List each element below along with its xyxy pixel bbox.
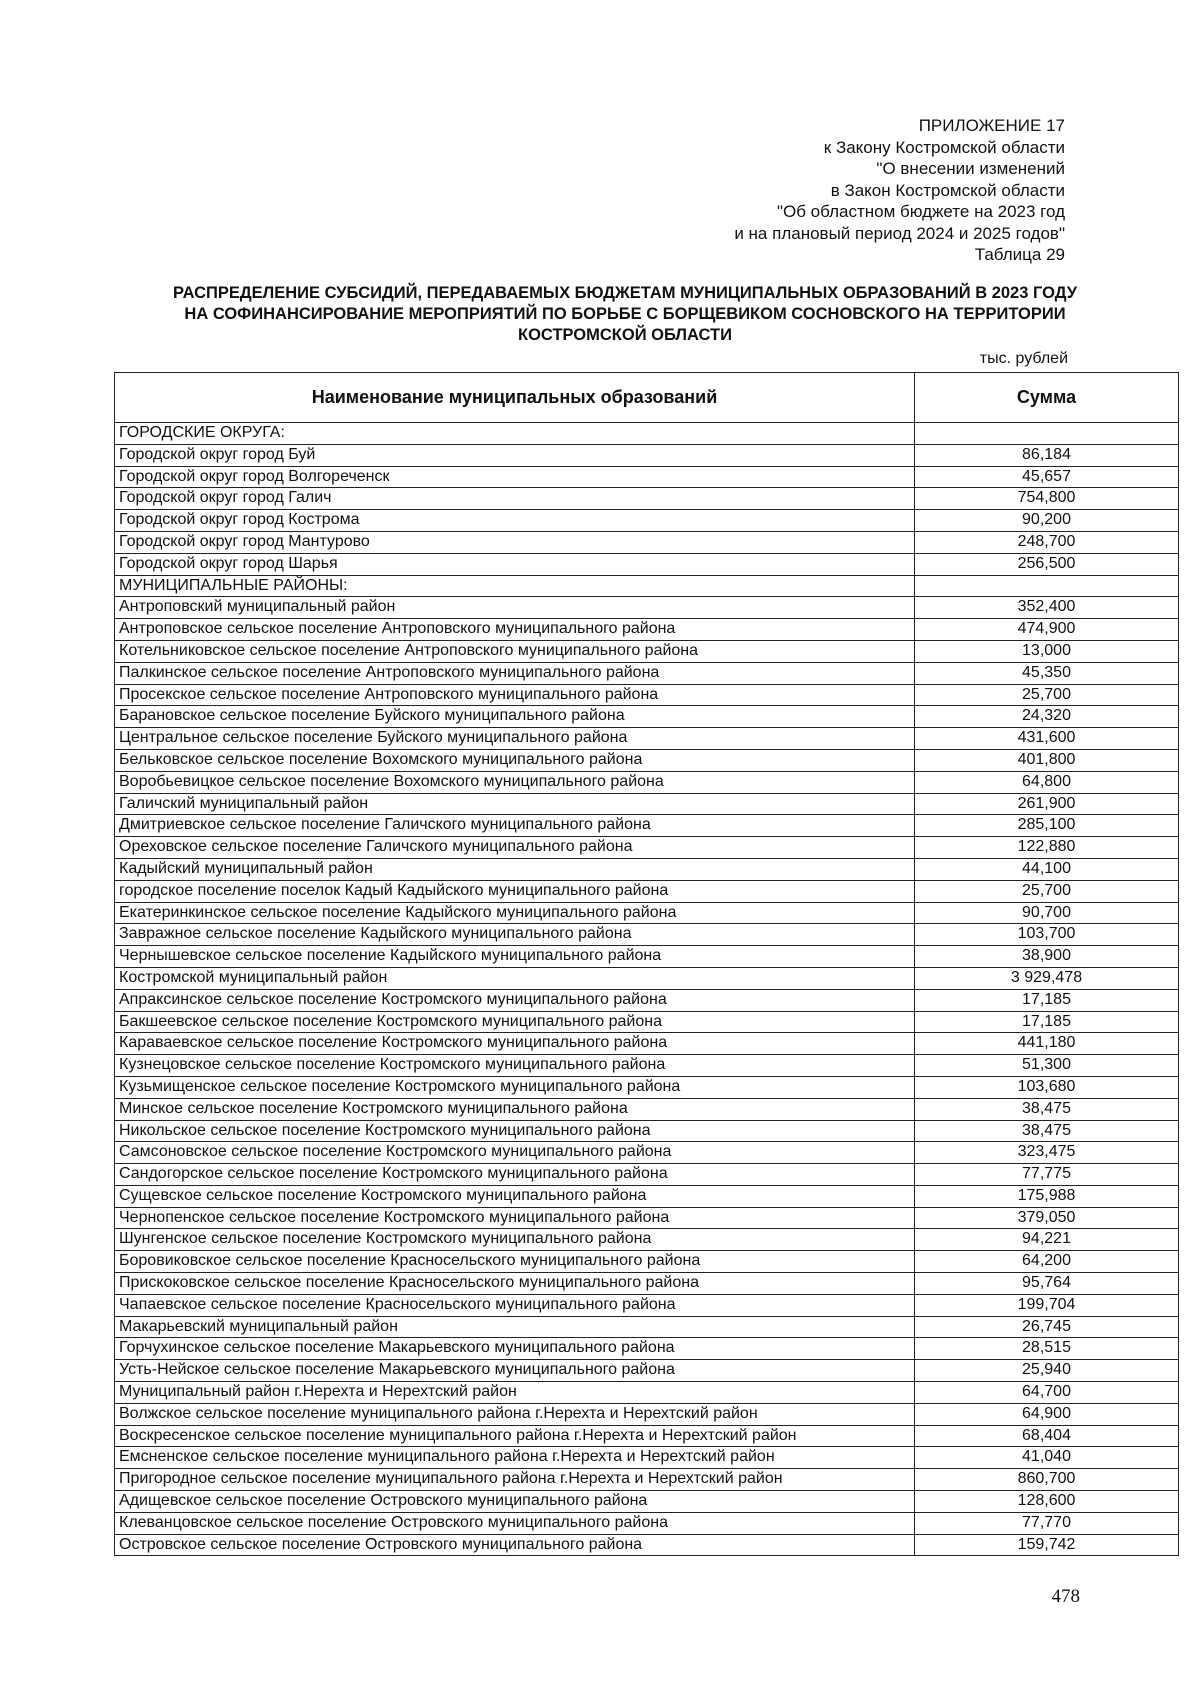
sum-cell: 17,185 — [915, 1011, 1179, 1033]
municipality-name-cell: Кузьмищенское сельское поселение Костромского муниципального района — [115, 1076, 915, 1098]
municipality-name-cell: Чернышевское сельское поселение Кадыйского муниципального района — [115, 946, 915, 968]
sum-cell: 45,657 — [915, 466, 1179, 488]
table-row — [115, 771, 1179, 793]
sum-cell: 64,700 — [915, 1382, 1179, 1404]
sum-cell: 51,300 — [915, 1055, 1179, 1077]
table-row — [115, 815, 1179, 837]
municipality-name-cell: Ореховское сельское поселение Галичского муниципального района — [115, 837, 915, 859]
title-line: КОСТРОМСКОЙ ОБЛАСТИ — [518, 326, 732, 344]
title-line: НА СОФИНАНСИРОВАНИЕ МЕРОПРИЯТИЙ ПО БОРЬБЕ С БОРЩЕВИКОМ СОСНОВСКОГО НА ТЕРРИТОРИИ — [184, 305, 1066, 323]
table-row — [115, 1469, 1179, 1491]
municipality-name-cell: Бельковское сельское поселение Вохомского муниципального района — [115, 749, 915, 771]
sum-cell: 103,680 — [915, 1076, 1179, 1098]
sum-cell: 64,800 — [915, 771, 1179, 793]
sum-cell: 159,742 — [915, 1534, 1179, 1556]
table-row — [115, 466, 1179, 488]
table-row — [115, 728, 1179, 750]
table-row — [115, 858, 1179, 880]
table-row — [115, 1098, 1179, 1120]
table-row — [115, 1011, 1179, 1033]
municipality-name-cell: Прискоковское сельское поселение Красносельского муниципального района — [115, 1273, 915, 1295]
municipality-name-cell: МУНИЦИПАЛЬНЫЕ РАЙОНЫ: — [115, 575, 915, 597]
municipality-name-cell: Сандогорское сельское поселение Костромского муниципального района — [115, 1164, 915, 1186]
municipality-name-cell: Волжское сельское поселение муниципального района г.Нерехта и Нерехтский район — [115, 1403, 915, 1425]
municipality-name-cell: Пригородное сельское поселение муниципального района г.Нерехта и Нерехтский район — [115, 1469, 915, 1491]
municipality-name-cell: Завражное сельское поселение Кадыйского муниципального района — [115, 924, 915, 946]
municipality-name-cell: Городской округ город Галич — [115, 488, 915, 510]
sum-cell: 86,184 — [915, 444, 1179, 466]
table-row — [115, 1076, 1179, 1098]
municipality-name-cell: Емсненское сельское поселение муниципального района г.Нерехта и Нерехтский район — [115, 1447, 915, 1469]
table-row — [115, 1164, 1179, 1186]
header-line: "О внесении изменений — [876, 159, 1065, 178]
table-row — [115, 597, 1179, 619]
municipality-name-cell: Антроповское сельское поселение Антроповского муниципального района — [115, 619, 915, 641]
municipality-name-cell: Костромской муниципальный район — [115, 967, 915, 989]
municipality-name-cell: Горчухинское сельское поселение Макарьевского муниципального района — [115, 1338, 915, 1360]
sum-cell: 44,100 — [915, 858, 1179, 880]
table-row — [115, 1207, 1179, 1229]
table-body — [115, 423, 1179, 1556]
municipality-name-cell: Муниципальный район г.Нерехта и Нерехтский район — [115, 1382, 915, 1404]
municipality-name-cell: Екатеринкинское сельское поселение Кадыйского муниципального района — [115, 902, 915, 924]
title-line: РАСПРЕДЕЛЕНИЕ СУБСИДИЙ, ПЕРЕДАВАЕМЫХ БЮДЖЕТАМ МУНИЦИПАЛЬНЫХ ОБРАЗОВАНИЙ В 2023 ГОДУ — [173, 284, 1077, 302]
table-row — [115, 837, 1179, 859]
municipality-name-cell: Городской округ город Мантурово — [115, 531, 915, 553]
table-row — [115, 1185, 1179, 1207]
appendix-header — [734, 115, 1065, 266]
municipality-name-cell: Дмитриевское сельское поселение Галичского муниципального района — [115, 815, 915, 837]
sum-cell: 431,600 — [915, 728, 1179, 750]
sum-cell: 323,475 — [915, 1142, 1179, 1164]
table-row — [115, 444, 1179, 466]
column-header-sum: Сумма — [915, 373, 1179, 423]
sum-cell: 256,500 — [915, 553, 1179, 575]
sum-cell: 41,040 — [915, 1447, 1179, 1469]
sum-cell: 25,940 — [915, 1360, 1179, 1382]
table-row — [115, 1534, 1179, 1556]
sum-cell: 3 929,478 — [915, 967, 1179, 989]
table-row — [115, 1338, 1179, 1360]
table-row — [115, 553, 1179, 575]
municipality-name-cell: Минское сельское поселение Костромского муниципального района — [115, 1098, 915, 1120]
table-row — [115, 1142, 1179, 1164]
municipality-name-cell: Никольское сельское поселение Костромского муниципального района — [115, 1120, 915, 1142]
table-row — [115, 423, 1179, 445]
municipality-name-cell: Шунгенское сельское поселение Костромского муниципального района — [115, 1229, 915, 1251]
table-row — [115, 1491, 1179, 1513]
table-header-row — [115, 373, 1179, 423]
table-row — [115, 989, 1179, 1011]
sum-cell: 26,745 — [915, 1316, 1179, 1338]
table-row — [115, 946, 1179, 968]
sum-cell: 77,770 — [915, 1512, 1179, 1534]
sum-cell: 175,988 — [915, 1185, 1179, 1207]
table-row — [115, 880, 1179, 902]
municipality-name-cell: Палкинское сельское поселение Антроповского муниципального района — [115, 662, 915, 684]
table-row — [115, 619, 1179, 641]
sum-cell: 401,800 — [915, 749, 1179, 771]
sum-cell: 128,600 — [915, 1491, 1179, 1513]
table-row — [115, 793, 1179, 815]
table-row — [115, 1425, 1179, 1447]
sum-cell: 90,200 — [915, 510, 1179, 532]
sum-cell: 441,180 — [915, 1033, 1179, 1055]
table-row — [115, 1382, 1179, 1404]
municipality-name-cell: Усть-Нейское сельское поселение Макарьевского муниципального района — [115, 1360, 915, 1382]
table-row — [115, 684, 1179, 706]
sum-cell: 64,900 — [915, 1403, 1179, 1425]
municipality-name-cell: Макарьевский муниципальный район — [115, 1316, 915, 1338]
municipality-name-cell: Караваевское сельское поселение Костромского муниципального района — [115, 1033, 915, 1055]
table-row — [115, 902, 1179, 924]
sum-cell: 13,000 — [915, 640, 1179, 662]
sum-cell: 248,700 — [915, 531, 1179, 553]
municipality-name-cell: Бакшеевское сельское поселение Костромского муниципального района — [115, 1011, 915, 1033]
municipality-name-cell: Барановское сельское поселение Буйского муниципального района — [115, 706, 915, 728]
sum-cell: 94,221 — [915, 1229, 1179, 1251]
table-row — [115, 706, 1179, 728]
document-title — [115, 283, 1135, 346]
municipality-name-cell: Островское сельское поселение Островского муниципального района — [115, 1534, 915, 1556]
municipality-name-cell: Кадыйский муниципальный район — [115, 858, 915, 880]
header-line: "Об областном бюджете на 2023 год — [776, 202, 1065, 221]
table-row — [115, 967, 1179, 989]
table-row — [115, 531, 1179, 553]
page-number: 478 — [1051, 1586, 1080, 1607]
table-row — [115, 1403, 1179, 1425]
sum-cell: 199,704 — [915, 1294, 1179, 1316]
table-row — [115, 924, 1179, 946]
municipality-name-cell: Городской округ город Кострома — [115, 510, 915, 532]
sum-cell: 24,320 — [915, 706, 1179, 728]
sum-cell: 261,900 — [915, 793, 1179, 815]
sum-cell: 68,404 — [915, 1425, 1179, 1447]
sum-cell: 122,880 — [915, 837, 1179, 859]
sum-cell: 17,185 — [915, 989, 1179, 1011]
table-row — [115, 1055, 1179, 1077]
municipality-name-cell: ГОРОДСКИЕ ОКРУГА: — [115, 423, 915, 445]
sum-cell: 860,700 — [915, 1469, 1179, 1491]
municipality-name-cell: Самсоновское сельское поселение Костромского муниципального района — [115, 1142, 915, 1164]
table-row — [115, 488, 1179, 510]
table-row — [115, 640, 1179, 662]
table-row — [115, 1294, 1179, 1316]
header-line: и на плановый период 2024 и 2025 годов" — [734, 223, 1065, 243]
sum-cell: 28,515 — [915, 1338, 1179, 1360]
table-row — [115, 1251, 1179, 1273]
municipality-name-cell: Чернопенское сельское поселение Костромского муниципального района — [115, 1207, 915, 1229]
municipality-name-cell: Апраксинское сельское поселение Костромского муниципального района — [115, 989, 915, 1011]
municipality-name-cell: Адищевское сельское поселение Островского муниципального района — [115, 1491, 915, 1513]
table-row — [115, 1273, 1179, 1295]
table-row — [115, 1512, 1179, 1534]
municipality-name-cell: Воскресенское сельское поселение муниципального района г.Нерехта и Нерехтский район — [115, 1425, 915, 1447]
table-row — [115, 1229, 1179, 1251]
table-row — [115, 1360, 1179, 1382]
table-row — [115, 575, 1179, 597]
municipality-name-cell: Городской округ город Волгореченск — [115, 466, 915, 488]
municipality-name-cell: Чапаевское сельское поселение Красносельского муниципального района — [115, 1294, 915, 1316]
municipality-name-cell: Городской округ город Буй — [115, 444, 915, 466]
sum-cell: 90,700 — [915, 902, 1179, 924]
column-header-name: Наименование муниципальных образований — [115, 373, 915, 423]
sum-cell: 38,475 — [915, 1120, 1179, 1142]
sum-cell — [915, 575, 1179, 597]
table-row — [115, 510, 1179, 532]
sum-cell: 352,400 — [915, 597, 1179, 619]
municipality-name-cell: Антроповский муниципальный район — [115, 597, 915, 619]
sum-cell: 103,700 — [915, 924, 1179, 946]
subsidies-table — [114, 372, 1179, 1556]
municipality-name-cell: Галичский муниципальный район — [115, 793, 915, 815]
municipality-name-cell: Котельниковское сельское поселение Антроповского муниципального района — [115, 640, 915, 662]
sum-cell: 379,050 — [915, 1207, 1179, 1229]
header-line: ПРИЛОЖЕНИЕ 17 — [918, 116, 1065, 135]
header-line: Таблица 29 — [974, 245, 1065, 264]
municipality-name-cell: Просекское сельское поселение Антроповского муниципального района — [115, 684, 915, 706]
table-row — [115, 749, 1179, 771]
municipality-name-cell: Городской округ город Шарья — [115, 553, 915, 575]
table-row — [115, 1316, 1179, 1338]
sum-cell: 25,700 — [915, 684, 1179, 706]
sum-cell: 45,350 — [915, 662, 1179, 684]
sum-cell: 38,900 — [915, 946, 1179, 968]
sum-cell: 38,475 — [915, 1098, 1179, 1120]
municipality-name-cell: Боровиковское сельское поселение Красносельского муниципального района — [115, 1251, 915, 1273]
municipality-name-cell: Кузнецовское сельское поселение Костромского муниципального района — [115, 1055, 915, 1077]
table-row — [115, 662, 1179, 684]
sum-cell: 474,900 — [915, 619, 1179, 641]
municipality-name-cell: Клеванцовское сельское поселение Островского муниципального района — [115, 1512, 915, 1534]
municipality-name-cell: Воробьевицкое сельское поселение Вохомского муниципального района — [115, 771, 915, 793]
header-line: к Закону Костромской области — [823, 137, 1065, 157]
sum-cell — [915, 423, 1179, 445]
sum-cell: 25,700 — [915, 880, 1179, 902]
sum-cell: 754,800 — [915, 488, 1179, 510]
sum-cell: 77,775 — [915, 1164, 1179, 1186]
table-row — [115, 1447, 1179, 1469]
municipality-name-cell: Сущевское сельское поселение Костромского муниципального района — [115, 1185, 915, 1207]
table-row — [115, 1120, 1179, 1142]
sum-cell: 64,200 — [915, 1251, 1179, 1273]
units-label: тыс. рублей — [979, 350, 1068, 367]
table-row — [115, 1033, 1179, 1055]
municipality-name-cell: городское поселение поселок Кадый Кадыйского муниципального района — [115, 880, 915, 902]
municipality-name-cell: Центральное сельское поселение Буйского муниципального района — [115, 728, 915, 750]
header-line: в Закон Костромской области — [830, 180, 1065, 200]
sum-cell: 95,764 — [915, 1273, 1179, 1295]
sum-cell: 285,100 — [915, 815, 1179, 837]
